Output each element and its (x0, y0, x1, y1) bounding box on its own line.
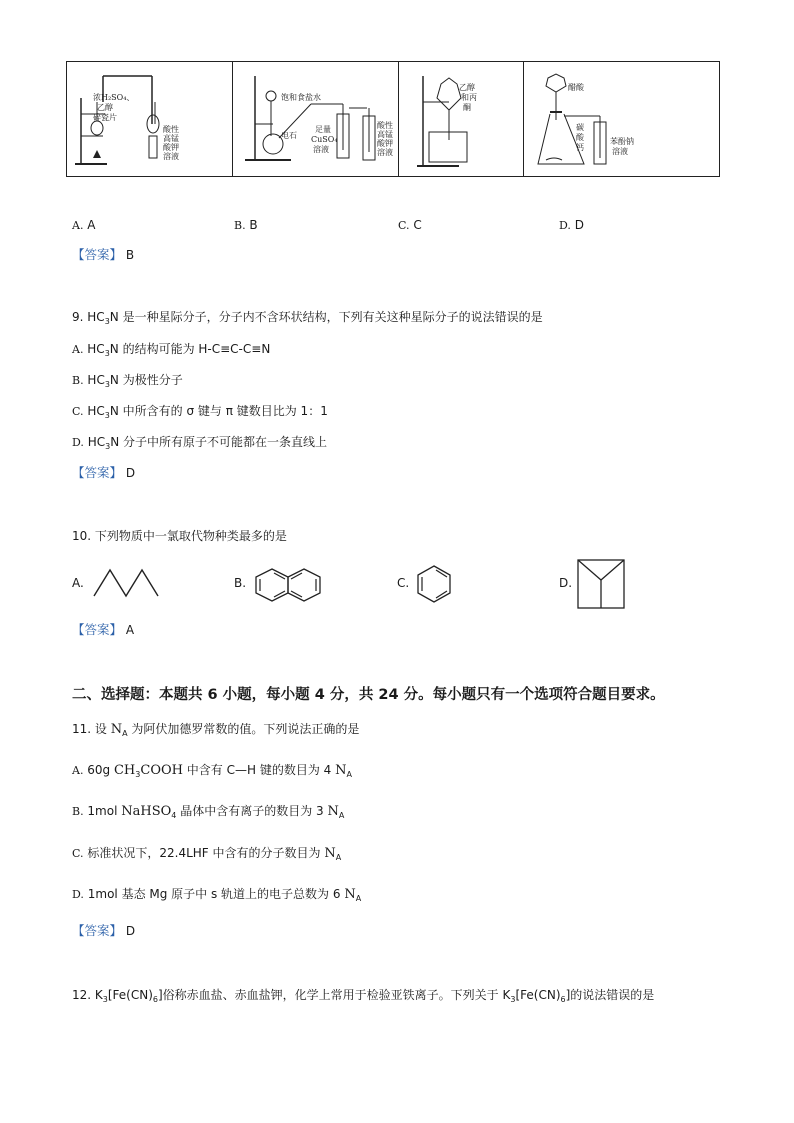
q9-number: 9. (72, 310, 84, 324)
q12-sub-2: 6 (152, 995, 158, 1004)
apparatus-a-label-2: 乙醇 (97, 103, 113, 112)
section-2-title: 二、选择题：本题共 6 小题，每小题 4 分，共 24 分。每小题只有一个选项符合题目要求。 (72, 687, 665, 703)
q9-formula: HC (87, 310, 105, 324)
q11-option-c-na-sub: A (335, 853, 342, 862)
q10-option-a-letter: A. (72, 576, 84, 590)
q9-option-a[interactable] (72, 343, 270, 358)
q11-option-c[interactable] (72, 847, 341, 862)
q9-option-c-formula: HC (87, 404, 105, 418)
apparatus-a-label-3: 碎瓷片 (93, 113, 117, 122)
q10-option-c-letter: C. (397, 576, 410, 590)
q8-option-b[interactable] (234, 219, 258, 231)
q11-option-a-formula-b: COOH (140, 763, 183, 778)
q11-stem-post: 为阿伏加德罗常数的值。下列说法正确的是 (127, 722, 360, 736)
q9-answer (72, 467, 135, 480)
q9-option-b-sub: 3 (104, 380, 110, 389)
q11-option-b-t2: 晶体中含有离子的数目为 3 (176, 804, 328, 818)
q8-option-a[interactable] (72, 219, 96, 231)
q11-stem (72, 723, 359, 738)
apparatus-b-label-2: 电石 (281, 131, 298, 140)
q8-option-c[interactable] (398, 219, 422, 231)
q11-option-a-formula-sub: 3 (135, 770, 141, 779)
apparatus-a-drawing (67, 62, 233, 176)
apparatus-c-label-1: 乙醇 (459, 83, 476, 92)
q12-mid-2: ]俗称赤血盐、赤血盐钾，化学上常用于检验亚铁离子。下列关于 K (158, 988, 511, 1002)
q9-option-d-letter: D. (72, 436, 84, 449)
q11-stem-pre: 11. 设 (72, 722, 111, 736)
q9-option-d-text: N 分子中所有原子不可能都在一条直线上 (110, 435, 328, 449)
q11-option-c-t1: 标准状况下，22.4LHF 中含有的分子数目为 (87, 846, 325, 860)
q10-answer (72, 624, 134, 637)
apparatus-c-drawing (399, 62, 523, 176)
q11-option-d[interactable] (72, 888, 361, 903)
q9-option-c-letter: C. (72, 405, 84, 418)
apparatus-d-label-3: 酸 (575, 133, 584, 142)
q9-option-a-text: N 的结构可能为 H-C≡C-C≡N (109, 342, 271, 356)
q9-stem (72, 311, 543, 326)
q11-option-a-na: N (335, 763, 347, 778)
apparatus-b-label-5: 溶液 (313, 145, 330, 154)
q10-option-b-letter: B. (234, 576, 247, 590)
q12-sub-4: 6 (560, 995, 566, 1004)
apparatus-cell-b (233, 62, 399, 176)
q9-option-c-text: N 中所含有的 σ 键与 π 键数目比为 1：1 (109, 404, 328, 418)
apparatus-b-label-6: 酸性 (377, 121, 394, 130)
q10-answer-value: A (125, 623, 135, 637)
apparatus-a-label-5: 高锰 (163, 134, 179, 143)
apparatus-d-drawing (524, 62, 720, 176)
q9-option-d-formula: HC (87, 435, 106, 449)
q11-option-b[interactable] (72, 805, 344, 820)
q10-option-c-benzene-structure[interactable] (414, 564, 454, 604)
q9-stem-text: N 是一种星际分子，分子内不含环状结构，下列有关这种星际分子的说法错误的是 (109, 310, 543, 324)
q12-sub-1: 3 (102, 995, 108, 1004)
q9-option-c[interactable] (72, 405, 328, 420)
q10-option-d-letter: D. (559, 576, 573, 590)
q12-mid-1: [Fe(CN) (107, 988, 153, 1002)
apparatus-table (66, 61, 720, 177)
q11-option-a[interactable] (72, 764, 352, 779)
q8-answer-value: B (125, 248, 135, 262)
q11-option-b-na-sub: A (338, 811, 345, 820)
q11-option-d-letter: D. (72, 888, 84, 901)
apparatus-a-label-4: 酸性 (163, 125, 179, 134)
apparatus-b-drawing (233, 62, 399, 176)
q11-answer (72, 925, 135, 938)
apparatus-d-label-5: 苯酚钠 (609, 137, 634, 146)
apparatus-a-label-7: 溶液 (163, 152, 179, 161)
apparatus-d-label-1: 醋酸 (567, 83, 584, 92)
q8-option-d[interactable] (559, 219, 584, 231)
apparatus-cell-a (67, 62, 233, 176)
q9-option-d-sub: 3 (105, 442, 111, 451)
q11-answer-value: D (125, 924, 136, 938)
apparatus-cell-d (524, 62, 719, 176)
q8-option-d-letter: D. (559, 219, 571, 232)
apparatus-b-label-1: 饱和食盐水 (281, 93, 322, 102)
q9-option-b-text: N 为极性分子 (109, 373, 183, 387)
q8-option-a-text: A (87, 218, 96, 232)
q12-sub-3: 3 (510, 995, 516, 1004)
q10-answer-label: 【答案】 (72, 622, 123, 637)
q11-na-symbol: N (110, 722, 123, 737)
q11-option-a-formula: CH (113, 763, 136, 778)
q12-pre: 12. K (72, 988, 103, 1002)
apparatus-b-label-3: 足量 (315, 125, 332, 134)
q10-option-b-naphthalene-structure[interactable] (252, 566, 328, 602)
q11-option-b-t1: 1mol (87, 804, 122, 818)
q11-option-a-t2: 中含有 C—H 键的数目为 4 (182, 763, 336, 777)
q8-answer-label: 【答案】 (72, 247, 123, 262)
apparatus-a-label-6: 酸钾 (163, 143, 179, 152)
q11-na-sub: A (122, 729, 128, 738)
q11-option-b-letter: B. (72, 805, 84, 818)
q11-option-d-t1: 1mol 基态 Mg 原子中 s 轨道上的电子总数为 6 (87, 887, 345, 901)
q11-option-c-na: N (324, 846, 336, 861)
apparatus-b-label-7: 高锰 (377, 130, 394, 139)
q11-option-d-na: N (344, 887, 356, 902)
apparatus-b-label-8: 酸钾 (377, 139, 394, 148)
q9-option-a-sub: 3 (104, 349, 110, 358)
q9-formula-sub: 3 (104, 317, 110, 326)
apparatus-b-label-9: 溶液 (377, 148, 394, 157)
q12-post: ]的说法错误的是 (565, 988, 655, 1002)
q9-answer-value: D (125, 466, 136, 480)
q11-option-b-na: N (327, 804, 339, 819)
q9-option-b-formula: HC (87, 373, 105, 387)
q8-option-b-text: B (249, 218, 258, 232)
q8-answer (72, 249, 134, 262)
apparatus-d-label-2: 碳 (575, 123, 584, 132)
q9-option-b-letter: B. (72, 374, 84, 387)
q10-option-a-zigzag-structure[interactable] (92, 566, 162, 600)
apparatus-c-label-3: 酮 (463, 103, 472, 112)
q8-option-d-text: D (574, 218, 585, 232)
q11-option-b-formula-sub: 4 (171, 811, 177, 820)
q12-mid-3: [Fe(CN) (515, 988, 561, 1002)
q9-answer-label: 【答案】 (72, 465, 123, 480)
q10-stem: 10. 下列物质中一氯取代物种类最多的是 (72, 529, 287, 543)
apparatus-d-label-6: 溶液 (611, 147, 628, 156)
q11-option-c-letter: C. (72, 847, 84, 860)
apparatus-c-label-2: 和丙 (461, 93, 478, 102)
q8-option-c-text: C (413, 218, 422, 232)
q10-option-d-prismane-structure[interactable] (576, 552, 628, 614)
apparatus-a-label-1: 浓H₂SO₄、 (93, 93, 135, 102)
q9-option-a-formula: HC (87, 342, 105, 356)
q9-option-b[interactable] (72, 374, 183, 389)
q11-option-a-letter: A. (72, 764, 84, 777)
q9-option-d[interactable] (72, 436, 327, 451)
q8-option-a-letter: A. (72, 219, 84, 232)
q11-option-a-na-sub: A (346, 770, 352, 779)
q12-stem (72, 989, 654, 1004)
q9-option-c-sub: 3 (104, 411, 110, 420)
apparatus-d-label-4: 钙 (575, 143, 584, 152)
apparatus-cell-c (399, 62, 523, 176)
q8-option-b-letter: B. (234, 219, 246, 232)
q8-option-c-letter: C. (398, 219, 410, 232)
q11-option-a-t1: 60g (87, 763, 114, 777)
q11-option-d-na-sub: A (355, 894, 362, 903)
q9-option-a-letter: A. (72, 343, 84, 356)
apparatus-b-label-4: CuSO₄ (311, 135, 338, 144)
q11-option-b-formula: NaHSO (121, 804, 172, 819)
q11-answer-label: 【答案】 (72, 923, 123, 938)
